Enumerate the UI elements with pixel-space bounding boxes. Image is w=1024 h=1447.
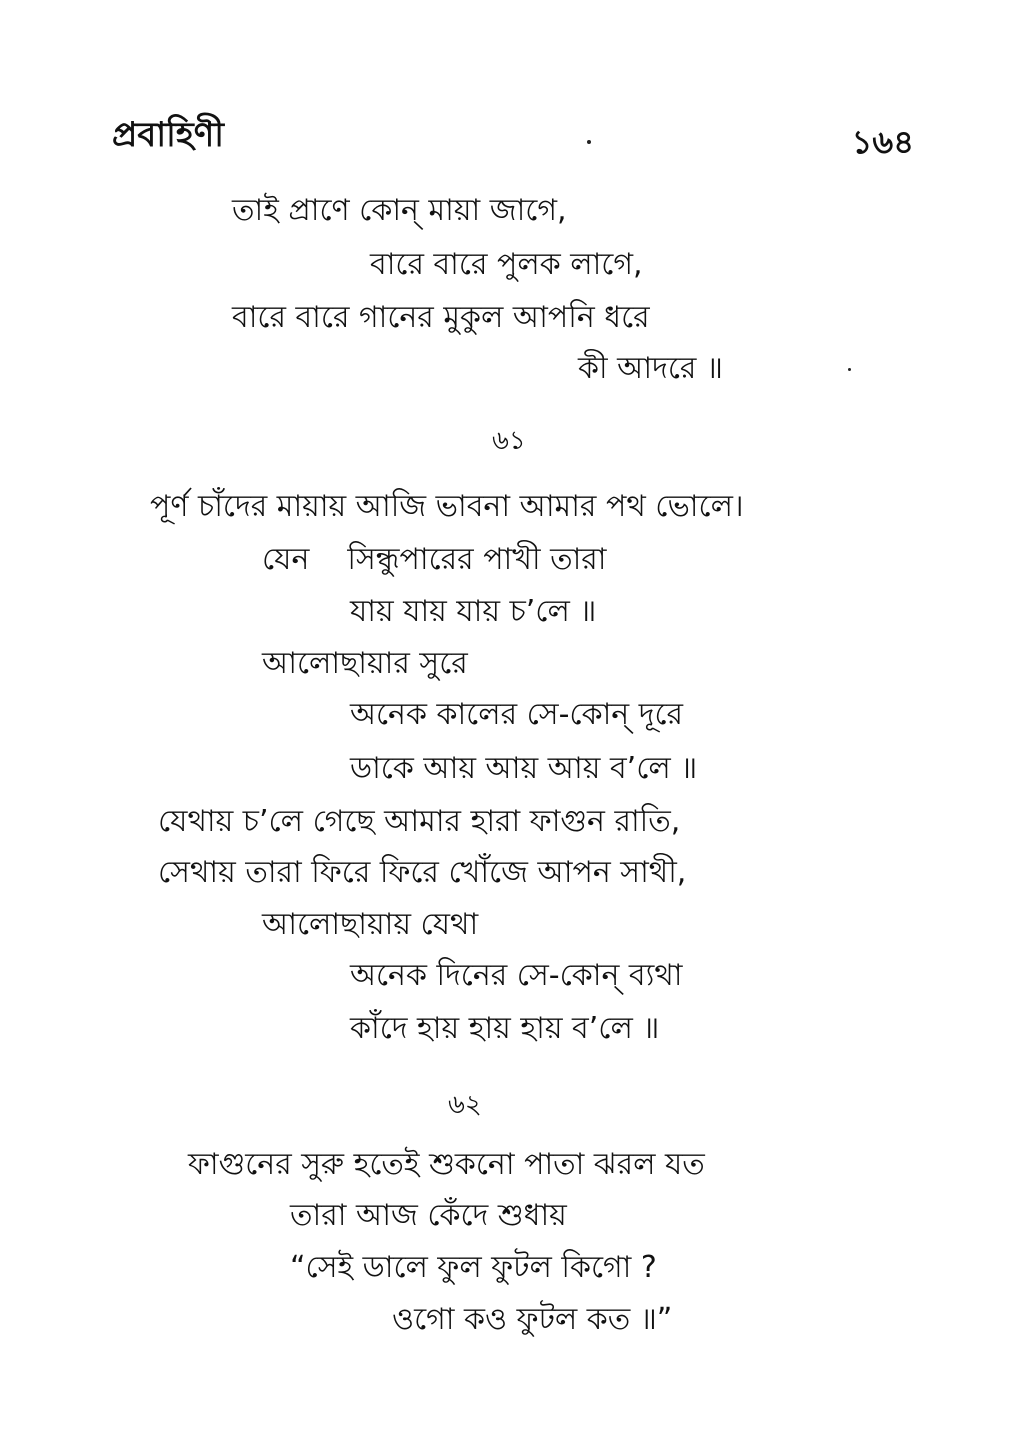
running-header-title: প্রবাহিণী	[112, 115, 225, 155]
song-number: ৬২	[448, 1090, 482, 1120]
verse-line: যায় যায় যায় চ’লে ॥	[350, 594, 597, 629]
verse-line: অনেক কালের সে-কোন্ দূরে	[350, 697, 684, 732]
verse-line: ফাগুনের সুরু হতেই শুকনো পাতা ঝরল যত	[188, 1147, 705, 1182]
verse-line: পূর্ণ চাঁদের মায়ায় আজি ভাবনা আমার পথ ভোলে।	[150, 489, 744, 524]
verse-line: তারা আজ কেঁদে শুধায়	[290, 1198, 567, 1233]
verse-line: অনেক দিনের সে-কোন্ ব্যথা	[350, 958, 683, 993]
verse-line: ডাকে আয় আয় আয় ব’লে ॥	[350, 751, 698, 786]
verse-line: “সেই ডালে ফুল ফুটল কিগো ?	[290, 1250, 657, 1285]
verse-line: আলোছায়ার সুরে	[262, 646, 468, 681]
verse-prefix: যেন	[262, 542, 310, 577]
page-number: ১৬৪	[851, 123, 914, 161]
song-number: ৬১	[492, 426, 526, 456]
print-speck	[848, 368, 851, 371]
verse-line: ওগো কও ফুটল কত ॥”	[392, 1302, 673, 1337]
verse-line: যেথায় চ’লে গেছে আমার হারা ফাগুন রাতি,	[158, 804, 681, 839]
verse-line: তাই প্রাণে কোন্ মায়া জাগে,	[232, 193, 567, 228]
print-speck	[587, 140, 591, 144]
verse-line: বারে বারে পুলক লাগে,	[370, 247, 643, 282]
verse-line: কাঁদে হায় হায় হায় ব’লে ॥	[350, 1011, 660, 1046]
verse-line: আলোছায়ায় যেথা	[262, 907, 479, 942]
verse-text: সিন্ধুপারের পাখী তারা	[347, 542, 607, 577]
verse-line	[262, 542, 607, 577]
verse-line: বারে বারে গানের মুকুল আপনি ধরে	[232, 300, 650, 335]
verse-line: কী আদরে ॥	[578, 351, 723, 386]
verse-line: সেথায় তারা ফিরে ফিরে খোঁজে আপন সাথী,	[158, 855, 687, 890]
